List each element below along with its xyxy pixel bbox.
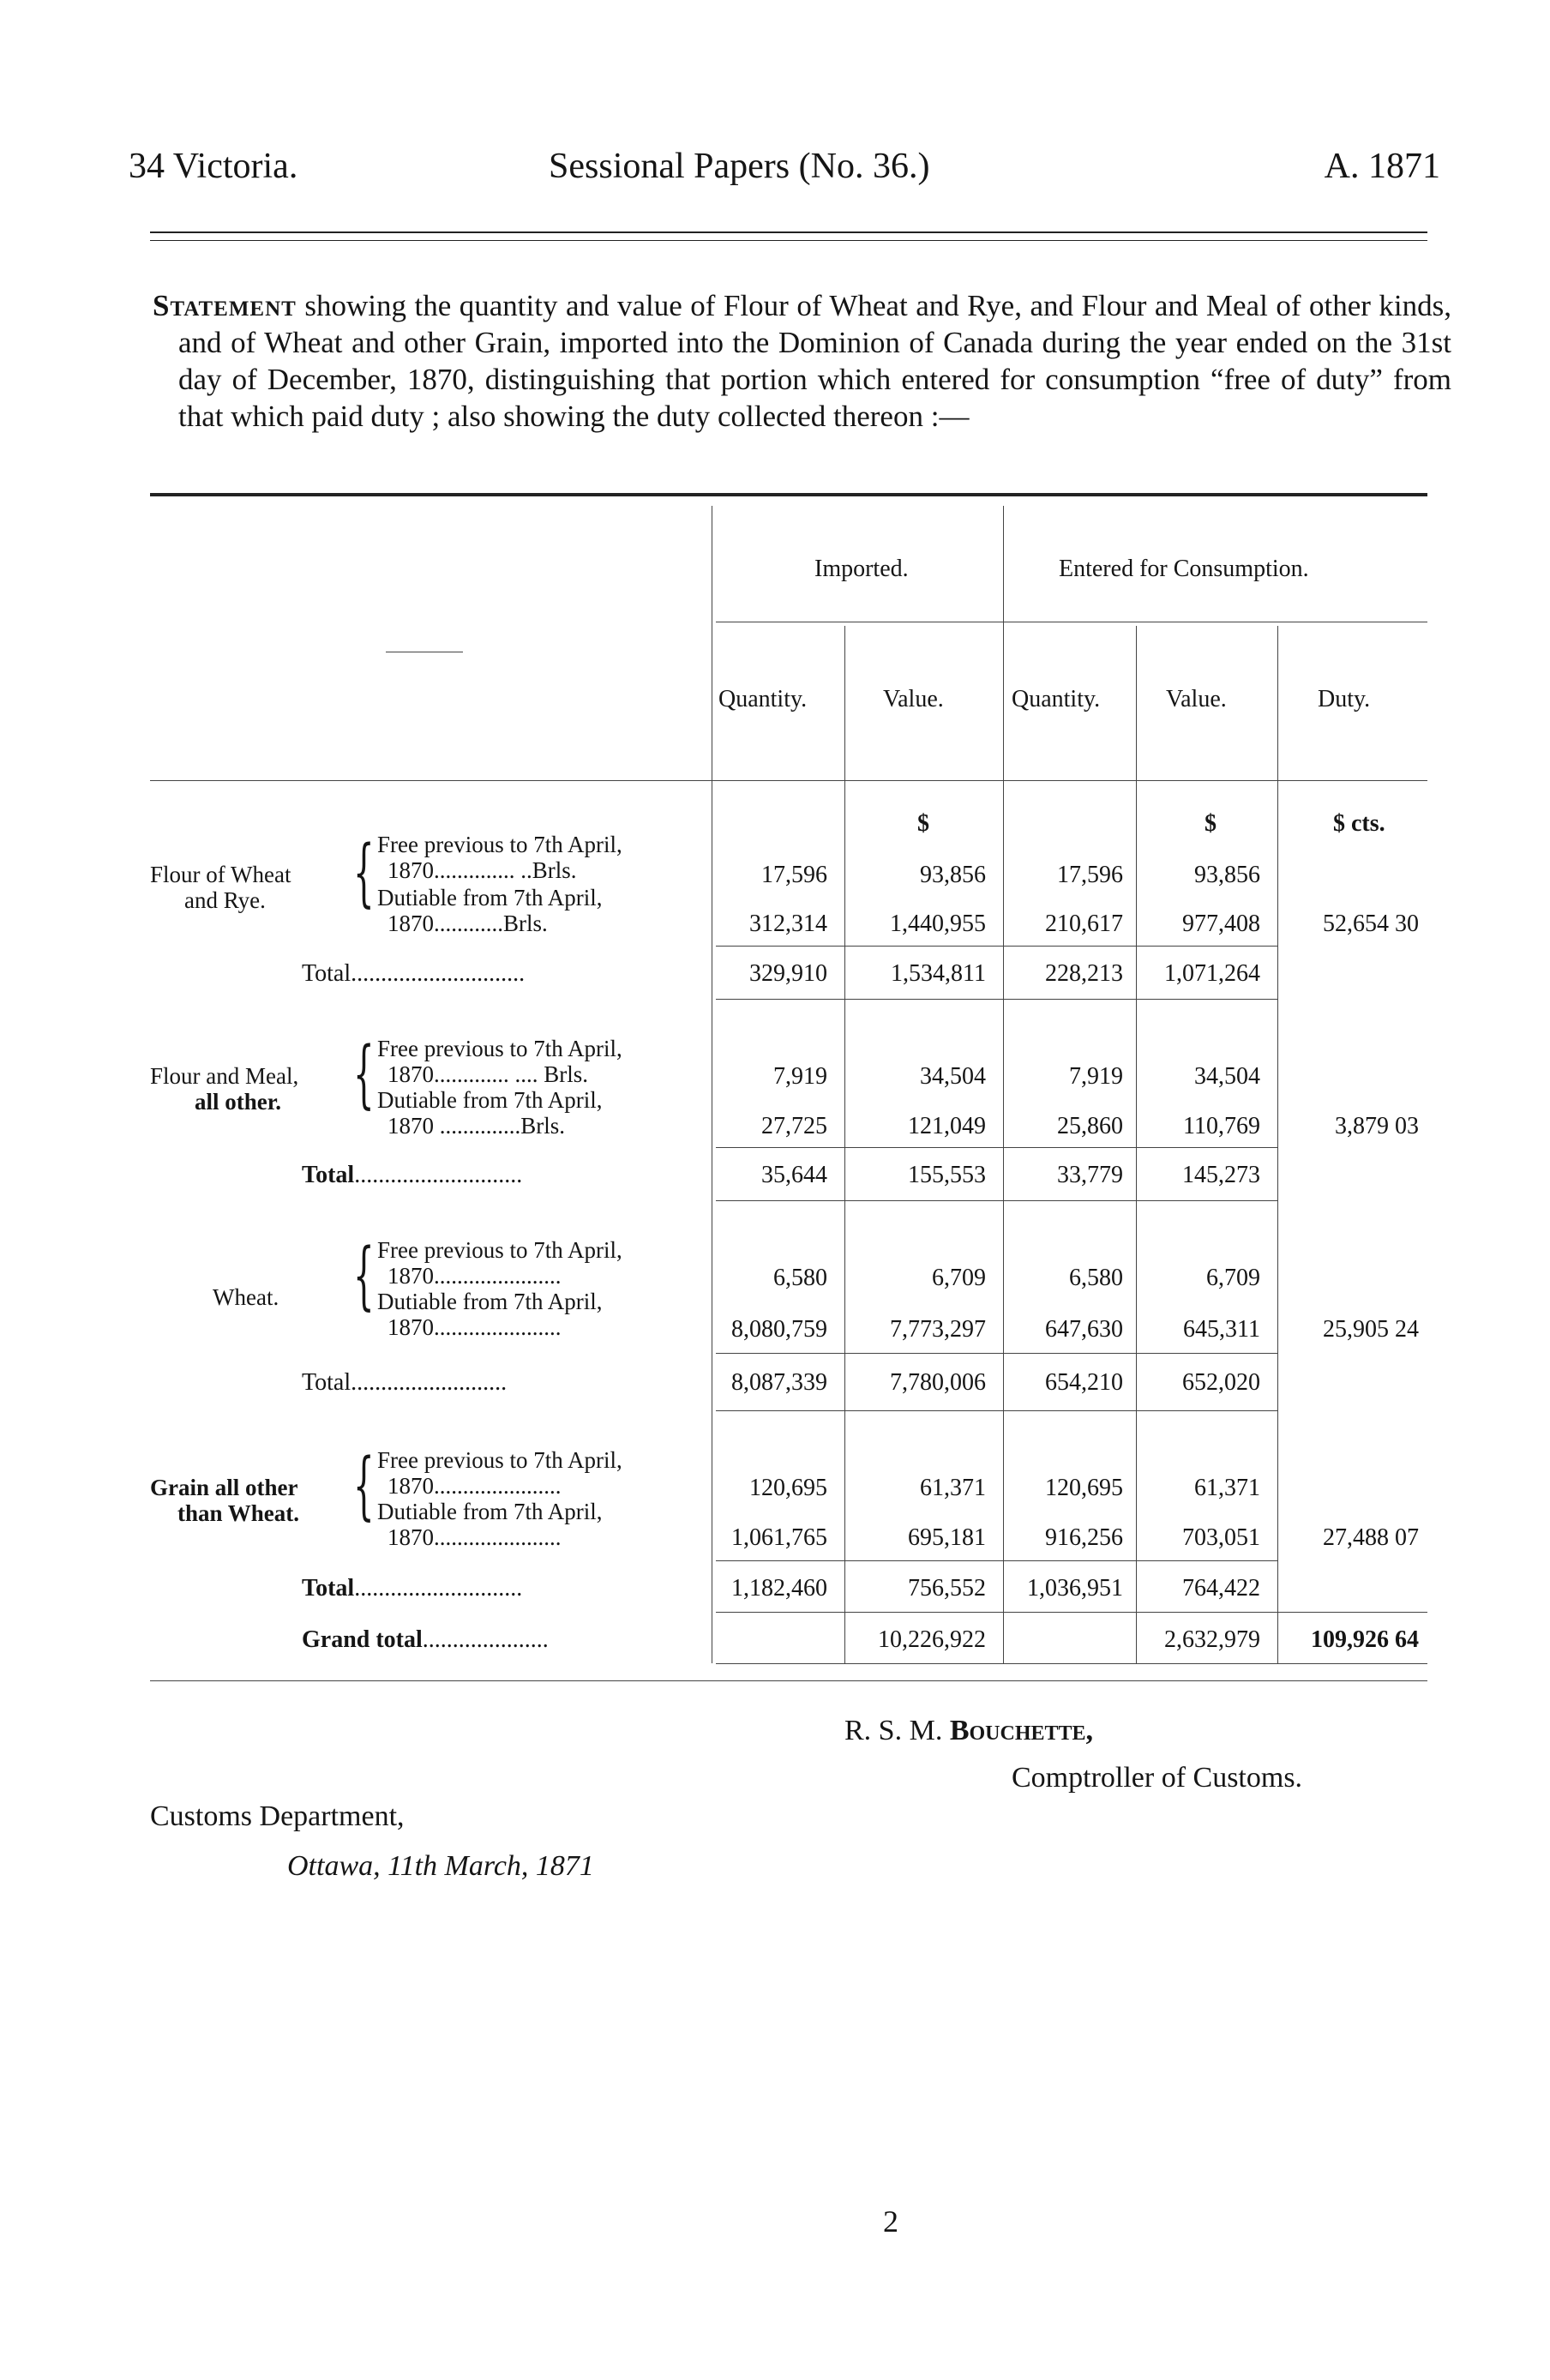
page-number: 2 xyxy=(883,2204,898,2239)
entered-value: 61,371 xyxy=(1194,1475,1260,1501)
total-rule xyxy=(716,1410,1277,1411)
imported-quantity: 312,314 xyxy=(749,911,827,937)
entered-value: 977,408 xyxy=(1182,911,1260,937)
total-entered-value: 145,273 xyxy=(1182,1162,1260,1188)
row-desc-free: Free previous to 7th April, 1870...................... xyxy=(377,1447,622,1499)
total-entered-value: 764,422 xyxy=(1182,1575,1260,1602)
location-date: Ottawa, 11th March, 1871 xyxy=(287,1850,594,1882)
row-desc-dutiable: Dutiable from 7th April, 1870...................... xyxy=(377,1289,603,1340)
entered-value: 110,769 xyxy=(1183,1113,1260,1139)
col-header-duty: Duty. xyxy=(1318,686,1371,712)
header-year: A. 1871 xyxy=(1324,147,1440,186)
duty-value: 52,654 30 xyxy=(1323,911,1419,937)
imported-quantity: 7,919 xyxy=(773,1063,827,1090)
grand-total-rule xyxy=(716,1663,1427,1664)
total-imported-quantity: 8,087,339 xyxy=(731,1369,827,1396)
section-label: Wheat. xyxy=(213,1284,279,1310)
section-label: Grain all other than Wheat. xyxy=(150,1475,300,1526)
entered-value: 645,311 xyxy=(1183,1316,1260,1343)
total-label: Total............................ xyxy=(302,1162,523,1188)
total-rule xyxy=(716,999,1277,1000)
table-top-rule xyxy=(150,493,1427,496)
imported-value: 93,856 xyxy=(920,862,986,888)
imported-value: 121,049 xyxy=(908,1113,986,1139)
duty-value: 25,905 24 xyxy=(1323,1316,1419,1343)
section-brace: { xyxy=(353,1233,375,1319)
table-bottom-rule xyxy=(150,1680,1427,1681)
total-imported-value: 756,552 xyxy=(908,1575,986,1602)
row-desc-dutiable: Dutiable from 7th April, 1870............Brls. xyxy=(377,885,603,936)
statement-paragraph xyxy=(153,287,1451,435)
total-rule xyxy=(716,1200,1277,1201)
entered-value: 703,051 xyxy=(1182,1524,1260,1551)
total-label: Total.......................... xyxy=(302,1369,508,1396)
total-imported-value: 1,534,811 xyxy=(891,960,986,987)
signatory-title: Comptroller of Customs. xyxy=(1012,1762,1303,1794)
grand-total-duty: 109,926 64 xyxy=(1311,1626,1419,1653)
group-entered: Entered for Consumption. xyxy=(1059,556,1309,582)
imported-quantity: 17,596 xyxy=(761,862,827,888)
entered-quantity: 210,617 xyxy=(1045,911,1123,937)
col-header-entered-quantity: Quantity. xyxy=(1012,686,1101,712)
imported-value: 61,371 xyxy=(920,1475,986,1501)
entered-quantity: 647,630 xyxy=(1045,1316,1123,1343)
total-imported-quantity: 329,910 xyxy=(749,960,827,987)
col-line-2 xyxy=(844,626,845,1663)
group-imported: Imported. xyxy=(814,556,909,582)
unit-imported-value: $ xyxy=(917,810,929,837)
row-desc-free: Free previous to 7th April, 1870............. .... Brls. xyxy=(377,1036,622,1087)
entered-quantity: 17,596 xyxy=(1057,862,1123,888)
section-label: Flour of Wheat and Rye. xyxy=(150,862,291,913)
grand-total-entered-value: 2,632,979 xyxy=(1164,1626,1260,1653)
grand-total-label: Grand total..................... xyxy=(302,1626,549,1653)
statement-lead: Statement xyxy=(153,289,297,322)
header-session: 34 Victoria. xyxy=(129,147,298,186)
total-entered-quantity: 228,213 xyxy=(1045,960,1123,987)
entered-value: 93,856 xyxy=(1194,862,1260,888)
header-rule-top xyxy=(150,231,1427,233)
section-label: Flour and Meal, all other. xyxy=(150,1063,299,1115)
duty-value: 3,879 03 xyxy=(1335,1113,1419,1139)
imported-quantity: 27,725 xyxy=(761,1113,827,1139)
header-rule-bottom xyxy=(150,240,1427,241)
col-line-3 xyxy=(1003,506,1004,1663)
entered-quantity: 25,860 xyxy=(1057,1113,1123,1139)
signatory xyxy=(844,1715,1093,1747)
subtotal-rule xyxy=(716,1147,1277,1148)
entered-quantity: 120,695 xyxy=(1045,1475,1123,1501)
row-desc-free: Free previous to 7th April, 1870...................... xyxy=(377,1237,622,1289)
entered-quantity: 6,580 xyxy=(1069,1265,1123,1291)
total-entered-value: 1,071,264 xyxy=(1164,960,1260,987)
department: Customs Department, xyxy=(150,1800,405,1832)
row-desc-free: Free previous to 7th April, 1870.............. ..Brls. xyxy=(377,832,622,883)
imported-quantity: 8,080,759 xyxy=(731,1316,827,1343)
total-imported-quantity: 1,182,460 xyxy=(731,1575,827,1602)
section-brace: { xyxy=(353,1443,375,1529)
section-brace: { xyxy=(353,1031,375,1117)
unit-duty: $ cts. xyxy=(1333,810,1385,837)
imported-value: 7,773,297 xyxy=(890,1316,986,1343)
col-line-4 xyxy=(1136,626,1137,1663)
imported-value: 695,181 xyxy=(908,1524,986,1551)
total-entered-quantity: 1,036,951 xyxy=(1027,1575,1123,1602)
total-imported-value: 7,780,006 xyxy=(890,1369,986,1396)
table-header-rule xyxy=(150,780,1427,781)
imported-value: 34,504 xyxy=(920,1063,986,1090)
total-imported-quantity: 35,644 xyxy=(761,1162,827,1188)
grand-total-imported-value: 10,226,922 xyxy=(878,1626,986,1653)
col-header-imported-value: Value. xyxy=(883,686,944,712)
imported-quantity: 1,061,765 xyxy=(731,1524,827,1551)
entered-value: 34,504 xyxy=(1194,1063,1260,1090)
subtotal-rule xyxy=(716,1353,1277,1354)
entered-value: 6,709 xyxy=(1206,1265,1260,1291)
signatory-initials: R. S. M. xyxy=(844,1715,943,1746)
subtotal-rule xyxy=(716,946,1277,947)
signatory-name: Bouchette, xyxy=(949,1715,1094,1746)
header-papers: Sessional Papers (No. 36.) xyxy=(549,147,930,186)
entered-quantity: 7,919 xyxy=(1069,1063,1123,1090)
imported-value: 6,709 xyxy=(932,1265,986,1291)
row-desc-dutiable: Dutiable from 7th April, 1870 ..............Brls. xyxy=(377,1087,603,1139)
unit-entered-value: $ xyxy=(1205,810,1217,837)
statement-text: showing the quantity and value of Flour of Wheat and Rye, and Flour and Meal of other kinds, and of Wheat and other Grain, imported into the Dominion of Canada during the year ended on the 31st day of December, 1870, distinguishing that portion which entered for consumption “free of duty” from that which paid duty ; also showing the duty collected thereon :— xyxy=(178,289,1451,433)
row-desc-dutiable: Dutiable from 7th April, 1870...................... xyxy=(377,1499,603,1550)
total-label: Total............................ xyxy=(302,1575,523,1602)
total-imported-value: 155,553 xyxy=(908,1162,986,1188)
col-line-5 xyxy=(1277,626,1278,1663)
total-rule xyxy=(716,1612,1427,1613)
section-brace: { xyxy=(353,830,375,916)
total-entered-value: 652,020 xyxy=(1182,1369,1260,1396)
subtotal-rule xyxy=(716,1560,1277,1561)
imported-value: 1,440,955 xyxy=(890,911,986,937)
imported-quantity: 120,695 xyxy=(749,1475,827,1501)
total-label: Total............................. xyxy=(302,960,526,987)
duty-value: 27,488 07 xyxy=(1323,1524,1419,1551)
imported-quantity: 6,580 xyxy=(773,1265,827,1291)
page-header xyxy=(129,146,1440,206)
total-entered-quantity: 33,779 xyxy=(1057,1162,1123,1188)
col-header-entered-value: Value. xyxy=(1166,686,1227,712)
total-entered-quantity: 654,210 xyxy=(1045,1369,1123,1396)
col-header-imported-quantity: Quantity. xyxy=(718,686,808,712)
entered-quantity: 916,256 xyxy=(1045,1524,1123,1551)
